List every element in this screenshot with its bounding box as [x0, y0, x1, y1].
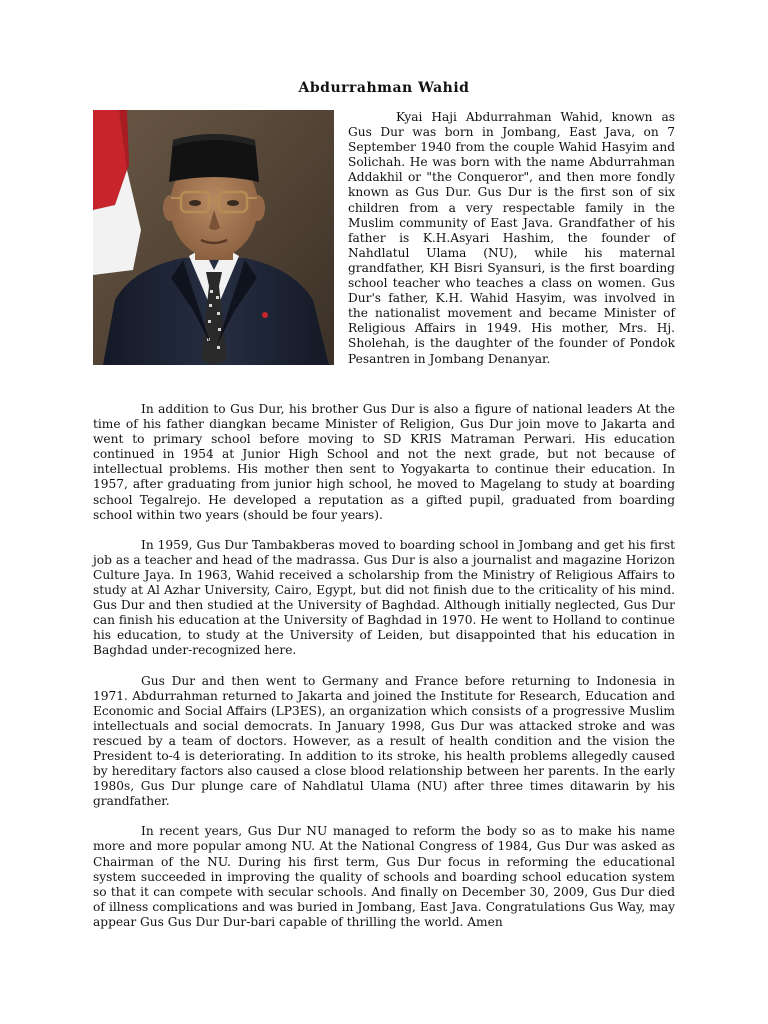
body-paragraph-4: In recent years, Gus Dur NU managed to reform the body so as to make his name more and more popular among NU. At the National Congress of 1984, Gus Dur was asked as Chairman of the NU. During his first term, Gus Dur focus in reforming the educational system succeeded in improving the quality of schools and boarding school education system so that it can compete with secular schools. And finally on December 30, 2009, Gus Dur died of illness complications and was buried in Jombang, East Java. Congratulations Gus Way, may appear Gus Gus Dur Dur-bari capable of thrilling the world. Amen: [93, 824, 675, 929]
document-page: [93, 78, 675, 945]
portrait-photo: [93, 110, 334, 365]
body-paragraph-2: In 1959, Gus Dur Tambakberas moved to boarding school in Jombang and get his first job as a teacher and head of the madrassa. Gus Dur is also a journalist and magazine Horizon Culture Jaya. In 1963, Wahid received a scholarship from the Ministry of Religious Affairs to study at Al Azhar University, Cairo, Egypt, but did not finish due to the criticality of his mind. Gus Dur and then studied at the University of Baghdad. Although initially neglected, Gus Dur can finish his education at the University of Baghdad in 1970. He went to Holland to continue his education, to study at the University of Leiden, but disappointed that his education in Baghdad under-recognized here.: [93, 537, 675, 658]
body-paragraph-1: In addition to Gus Dur, his brother Gus Dur is also a figure of national leaders At the time of his father diangkan became Minister of Religion, Gus Dur join move to Jakarta and went to primary school before moving to SD KRIS Matraman Perwari. His education continued in 1954 at Junior High School and not the next grade, but not because of intellectual problems. His mother then sent to Yogyakarta to continue their education. In 1957, after graduating from junior high school, he moved to Magelang to study at boarding school Tegalrejo. He developed a reputation as a gifted pupil, graduated from boarding school within two years (should be four years).: [93, 402, 675, 522]
intro-paragraph: Kyai Haji Abdurrahman Wahid, known as Gus Dur was born in Jombang, East Java, on 7 September 1940 from the couple Wahid Hasyim and Solichah. He was born with the name Abdurrahman Addakhil or "the Conqueror", and then more fondly known as Gus Dur. Gus Dur is the first son of six children from a very respectable family in the Muslim community of East Java. Grandfather of his father is K.H.Asyari Hashim, the founder of Nahdlatul Ulama (NU), while his maternal grandfather, KH Bisri Syansuri, is the first boarding school teacher who teaches a class on women. Gus Dur's father, K.H. Wahid Hasyim, was involved in the nationalist movement and became Minister of Religious Affairs in 1949. His mother, Mrs. Hj. Sholehah, is the daughter of the founder of Pondok Pesantren in Jombang Denanyar.: [348, 110, 675, 366]
intro-section: [93, 110, 675, 402]
page-title: Abdurrahman Wahid: [298, 80, 470, 96]
body-paragraph-3: Gus Dur and then went to Germany and France before returning to Indonesia in 1971. Abdurrahman returned to Jakarta and joined the Institute for Research, Education and Economic and Social Affairs (LP3ES), an organization which consists of a progressive Muslim intellectuals and social democrats. In January 1998, Gus Dur was attacked stroke and was rescued by a team of doctors. However, as a result of health condition and the vision the President to-4 is deteriorating. In addition to its stroke, his health problems allegedly caused by hereditary factors also caused a close blood relationship between her parents. In the early 1980s, Gus Dur plunge care of Nahdlatul Ulama (NU) after three times ditawarin by his grandfather.: [93, 673, 675, 809]
